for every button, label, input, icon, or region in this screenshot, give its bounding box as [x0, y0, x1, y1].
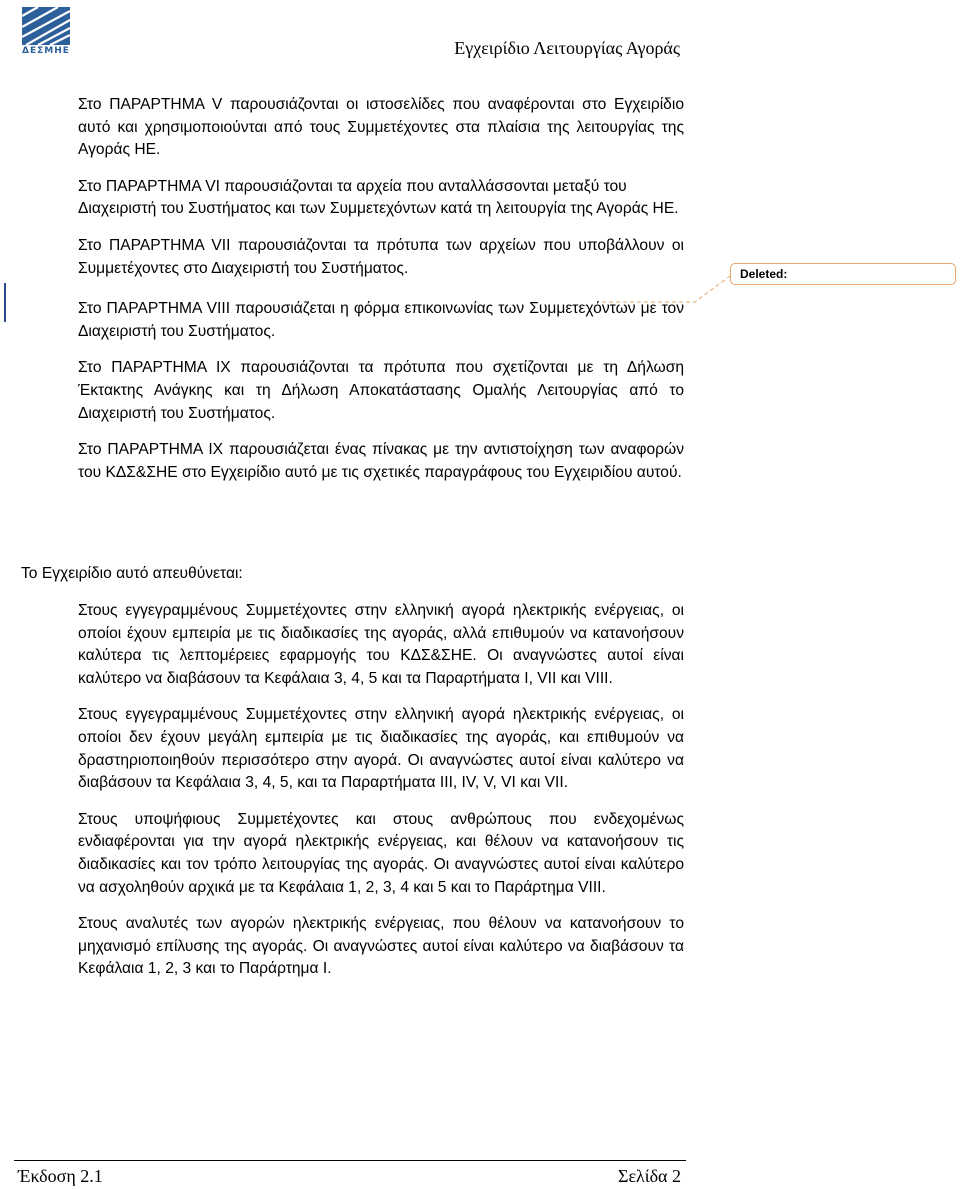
annex-description-section — [78, 94, 684, 498]
document-title: Εγχειρίδιο Λειτουργίας Αγοράς — [454, 38, 680, 58]
company-logo — [22, 7, 70, 55]
revision-change-bar — [4, 283, 6, 322]
audience-item: Στους υποψήφιους Συμμετέχοντες και στους ανθρώπους που ενδεχομένως ενδιαφέρονται για την αγορά ηλεκτρικής ενέργειας, και θέλουν να κατανοήσουν τις διαδικασίες και τον τρόπο λειτουργίας της αγοράς. Οι αναγνώστες αυτοί είναι καλύτερο να ασχοληθούν αρχικά με τα Κεφάλαια 1, 2, 3, 4 και 5 και το Παράρτημα VIII. — [78, 810, 684, 896]
footer-page-number: Σελίδα 2 — [617, 1166, 681, 1186]
audience-item: Στους αναλυτές των αγορών ηλεκτρικής ενέργειας, που θέλουν να κατανοήσουν το μηχανισμό επίλυσης της αγοράς. Οι αναγνώστες αυτοί είναι καλύτερο να διαβάσουν τα Κεφάλαια 1, 2, 3 και το Παράρτημα I. — [78, 915, 684, 978]
paragraph-annex-ix: Στο ΠΑΡΑΡΤΗΜΑ IX παρουσιάζονται τα πρότυπα που σχετίζονται με τη Δήλωση Έκτακτης Ανάγκης και τη Δήλωση Αποκατάστασης Ομαλής Λειτουργίας από το Διαχειριστή του Συστήματος. — [78, 359, 684, 422]
paragraph-annex-vi: Στο ΠΑΡΑΡΤΗΜΑ VI παρουσιάζονται τα αρχεία που ανταλλάσσονται μεταξύ του Διαχειριστή του Συστήματος και των Συμμετεχόντων κατά τη λειτουργία της Αγοράς ΗΕ. — [78, 177, 679, 218]
audience-item: Στους εγγεγραμμένους Συμμετέχοντες στην ελληνική αγορά ηλεκτρικής ενέργειας, οι οποίοι έχουν εμπειρία με τις διαδικασίες της αγοράς, αλλά επιθυμούν να κατανοήσουν καλύτερα τις λεπτομέρειες εφαρμογής του ΚΔΣ&ΣΗΕ. Οι αναγνώστες αυτοί είναι καλύτερο να διαβάσουν τα Κεφάλαια 3, 4, 5 και τα Παραρτήματα I, VII και VIII. — [78, 602, 684, 687]
paragraph-annex-v: Στο ΠΑΡΑΡΤΗΜΑ V παρουσιάζονται οι ιστοσελίδες που αναφέρονται στο Εγχειρίδιο αυτό και χρησιμοποιούνται από τους Συμμετέχοντες στα πλαίσια της λειτουργίας της Αγοράς ΗΕ. — [78, 96, 684, 159]
footer-divider — [14, 1160, 686, 1161]
audience-intro: Το Εγχειρίδιο αυτό απευθύνεται: — [21, 565, 243, 582]
paragraph-annex-vii: Στο ΠΑΡΑΡΤΗΜΑ VII παρουσιάζονται τα πρότυπα των αρχείων που υποβάλλουν οι Συμμετέχοντες στο Διαχειριστή του Συστήματος. — [78, 236, 684, 277]
paragraph-annex-viii: Στο ΠΑΡΑΡΤΗΜΑ VIII παρουσιάζεται η φόρμα επικοινωνίας των Συμμετεχόντων με τον Διαχειριστή του Συστήματος. — [78, 300, 684, 340]
audience-section — [78, 600, 684, 995]
logo-mark-icon — [22, 7, 70, 45]
deleted-label: Deleted: — [740, 267, 788, 281]
paragraph-annex-ix-table: Στο ΠΑΡΑΡΤΗΜΑ IX παρουσιάζεται ένας πίνακας με την αντιστοίχηση των αναφορών του ΚΔΣ&ΣΗΕ στο Εγχειρίδιο αυτό με τις σχετικές παραγράφους του Εγχειριδίου αυτού. — [78, 441, 684, 481]
footer-edition: Έκδοση 2.1 — [18, 1166, 103, 1186]
audience-item: Στους εγγεγραμμένους Συμμετέχοντες στην ελληνική αγορά ηλεκτρικής ενέργειας, οι οποίοι δεν έχουν μεγάλη εμπειρία με τις διαδικασίες της αγοράς, και επιθυμούν να δραστηριοποιηθούν περισσότερο στην αγορά. Οι αναγνώστες αυτοί είναι καλύτερο να διαβάσουν τα Κεφάλαια 3, 4, 5, και τα Παραρτήματα III, IV, V, VI και VII. — [78, 706, 684, 792]
deleted-comment-balloon[interactable] — [730, 263, 956, 285]
logo-text: ΔΕΣΜΗΕ — [22, 46, 70, 56]
